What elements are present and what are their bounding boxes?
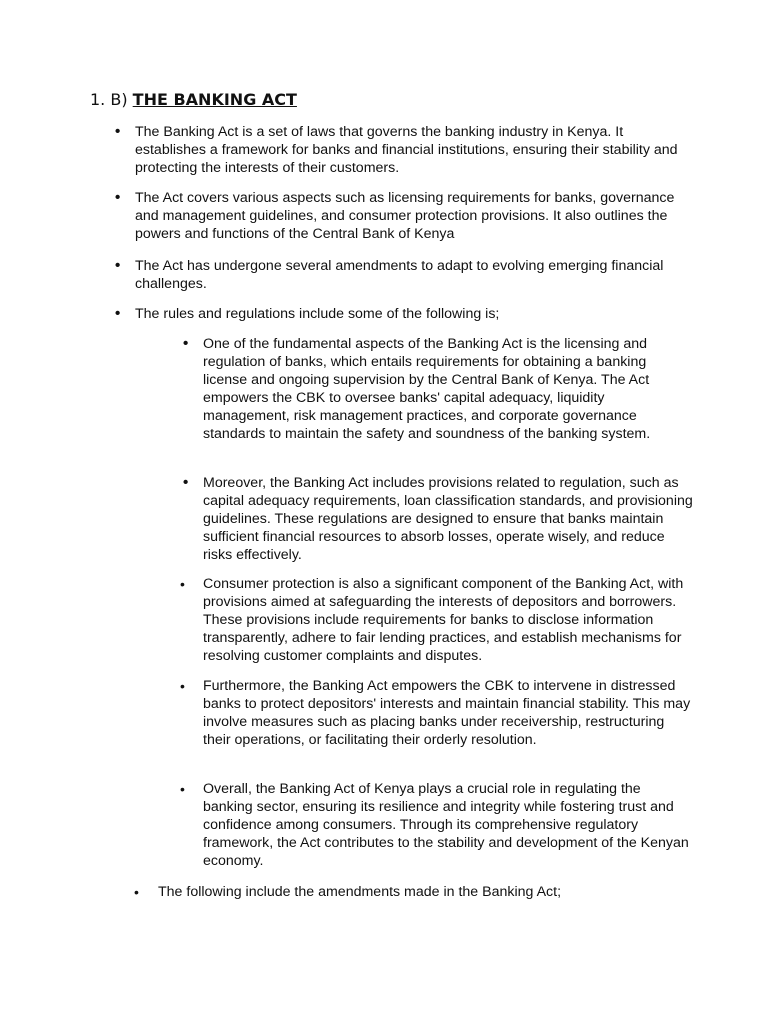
list-item: The Act covers various aspects such as licensing requirements for banks, governance and management guidelines, and consumer protection provisions. It also outlines the powers and functions of the Central Bank of Kenya (135, 190, 675, 242)
bullet-marker: • (115, 123, 121, 140)
sub-list-item: Consumer protection is also a significant component of the Banking Act, with provisions aimed at safeguarding the interests of depositors and borrowers. These provisions include requirements for banks to disclose information transparently, adhere to fair lending practices, and establish mechanisms for resolving customer complaints and disputes. (203, 576, 684, 664)
bullet-marker: • (115, 305, 121, 322)
sub-list-item: Furthermore, the Banking Act empowers the CBK to intervene in distressed banks to protect depositors' interests and maintain financial stability. This may involve measures such as placing banks under receivership, restructuring their operations, or facilitating their orderly resolution. (203, 678, 691, 748)
sub-bullet-marker: • (183, 474, 189, 491)
section-title: THE BANKING ACT (132, 90, 297, 109)
bullet-marker: • (134, 884, 139, 900)
sub-bullet-marker: • (180, 781, 185, 797)
list-item: The Act has undergone several amendments to adapt to evolving emerging financial challenges. (135, 258, 664, 292)
section-heading (90, 89, 297, 111)
sub-bullet-marker: • (180, 576, 185, 592)
bullet-marker: • (115, 257, 121, 274)
list-item: The following include the amendments made in the Banking Act; (158, 884, 562, 900)
sub-bullet-marker: • (183, 335, 189, 352)
section-number: 1. B) (90, 90, 128, 109)
sub-list-item: Overall, the Banking Act of Kenya plays a crucial role in regulating the banking sector, ensuring its resilience and integrity while fostering trust and confidence among consumers. Through its comprehensive regulatory framework, the Act contributes to the stability and development of the Kenyan economy. (203, 781, 689, 869)
list-item: The Banking Act is a set of laws that governs the banking industry in Kenya. It establishes a framework for banks and financial institutions, ensuring their stability and protecting the interests of their customers. (135, 124, 678, 176)
bullet-marker: • (115, 189, 121, 206)
sub-bullet-marker: • (180, 678, 185, 694)
list-item: The rules and regulations include some of the following is; (135, 306, 500, 322)
sub-list-item: Moreover, the Banking Act includes provisions related to regulation, such as capital adequacy requirements, loan classification standards, and provisioning guidelines. These regulations are designed to ensure that banks maintain sufficient financial resources to absorb losses, operate wisely, and reduce risks effectively. (203, 475, 693, 563)
sub-list-item: One of the fundamental aspects of the Banking Act is the licensing and regulation of banks, which entails requirements for obtaining a banking license and ongoing supervision by the Central Bank of Kenya. The Act empowers the CBK to oversee banks' capital adequacy, liquidity management, risk management practices, and corporate governance standards to maintain the safety and soundness of the banking system. (203, 336, 651, 442)
